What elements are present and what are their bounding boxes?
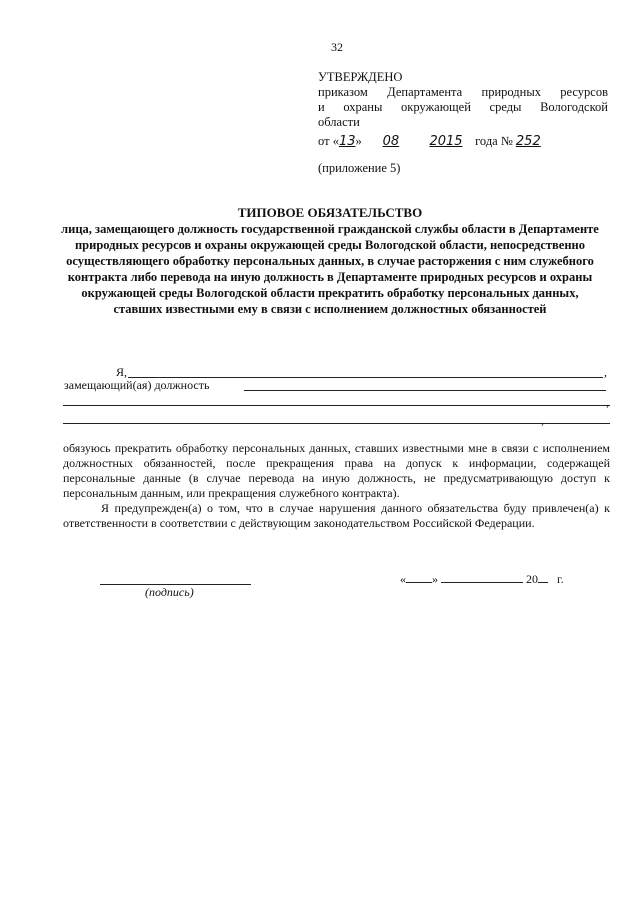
- approval-line-3: области: [318, 115, 360, 129]
- open-quote: «: [332, 134, 339, 148]
- date-open-quote: «: [400, 572, 406, 586]
- date-year-blank[interactable]: [538, 572, 548, 583]
- date-year-prefix: 20: [526, 572, 538, 586]
- name-field-end: ,: [604, 365, 607, 379]
- approval-block: [318, 70, 608, 176]
- body-paragraph-2: Я предупрежден(а) о том, что в случае нарушения данного обязательства буду привлечен(а) к ответственности в соответствии с действующим законодательством Российской Федерации.: [63, 501, 610, 530]
- page-number: 32: [331, 40, 343, 54]
- order-year: 2015: [429, 134, 463, 149]
- department-field-line[interactable]: [63, 423, 610, 424]
- date-row: [400, 572, 564, 587]
- position-label: замещающий(ая) должность: [64, 378, 210, 392]
- approval-order-line: [318, 134, 608, 149]
- row4-end: ,: [541, 413, 544, 427]
- approval-line-2: и охраны окружающей среды Вологодской: [318, 100, 608, 114]
- approval-heading: УТВЕРЖДЕНО: [318, 70, 403, 84]
- position-continuation-line[interactable]: [63, 405, 610, 406]
- order-month: 08: [382, 134, 400, 149]
- name-label: Я,: [116, 365, 128, 379]
- order-day: 13: [338, 134, 356, 149]
- close-quote: »: [355, 134, 362, 148]
- order-number: 252: [515, 134, 541, 149]
- document-title: ТИПОВОЕ ОБЯЗАТЕЛЬСТВО: [237, 205, 423, 220]
- row3-end: ,: [606, 395, 609, 409]
- document-subtitle: лица, замещающего должность государственной гражданской службы области в Департаменте природных ресурсов и охраны окружающей среды Вологодской области, непосредственно осуществляющего обработку персональных данных, в случае расторжения с ним служебного контракта либо перевода на иную должность в Департаменте природных ресурсов и охраны окружающей среды Вологодской области прекратить обработку персональных данных, ставших известными ему в связи с исполнением должностных обязанностей: [61, 222, 599, 316]
- date-day-blank[interactable]: [406, 572, 432, 583]
- position-field-line[interactable]: [244, 390, 606, 391]
- from-label: от: [318, 134, 330, 148]
- date-month-blank[interactable]: [441, 572, 523, 583]
- body-paragraph-1: обязуюсь прекратить обработку персональных данных, ставших известными мне в связи с исполнением должностных обязанностей, после прекращения права на допуск к информации, содержащей персональные данные (в случае перевода на иную должность, не предусматривающую доступ к персональным данным, или прекращения служебного контракта).: [63, 441, 610, 500]
- appendix-label: (приложение 5): [318, 161, 401, 175]
- approval-line-1: приказом Департамента природных ресурсов: [318, 85, 608, 99]
- date-year-suffix: г.: [557, 572, 564, 586]
- year-suffix: года №: [475, 134, 513, 148]
- signature-caption: (подпись): [145, 585, 194, 599]
- date-close-quote: »: [432, 572, 438, 586]
